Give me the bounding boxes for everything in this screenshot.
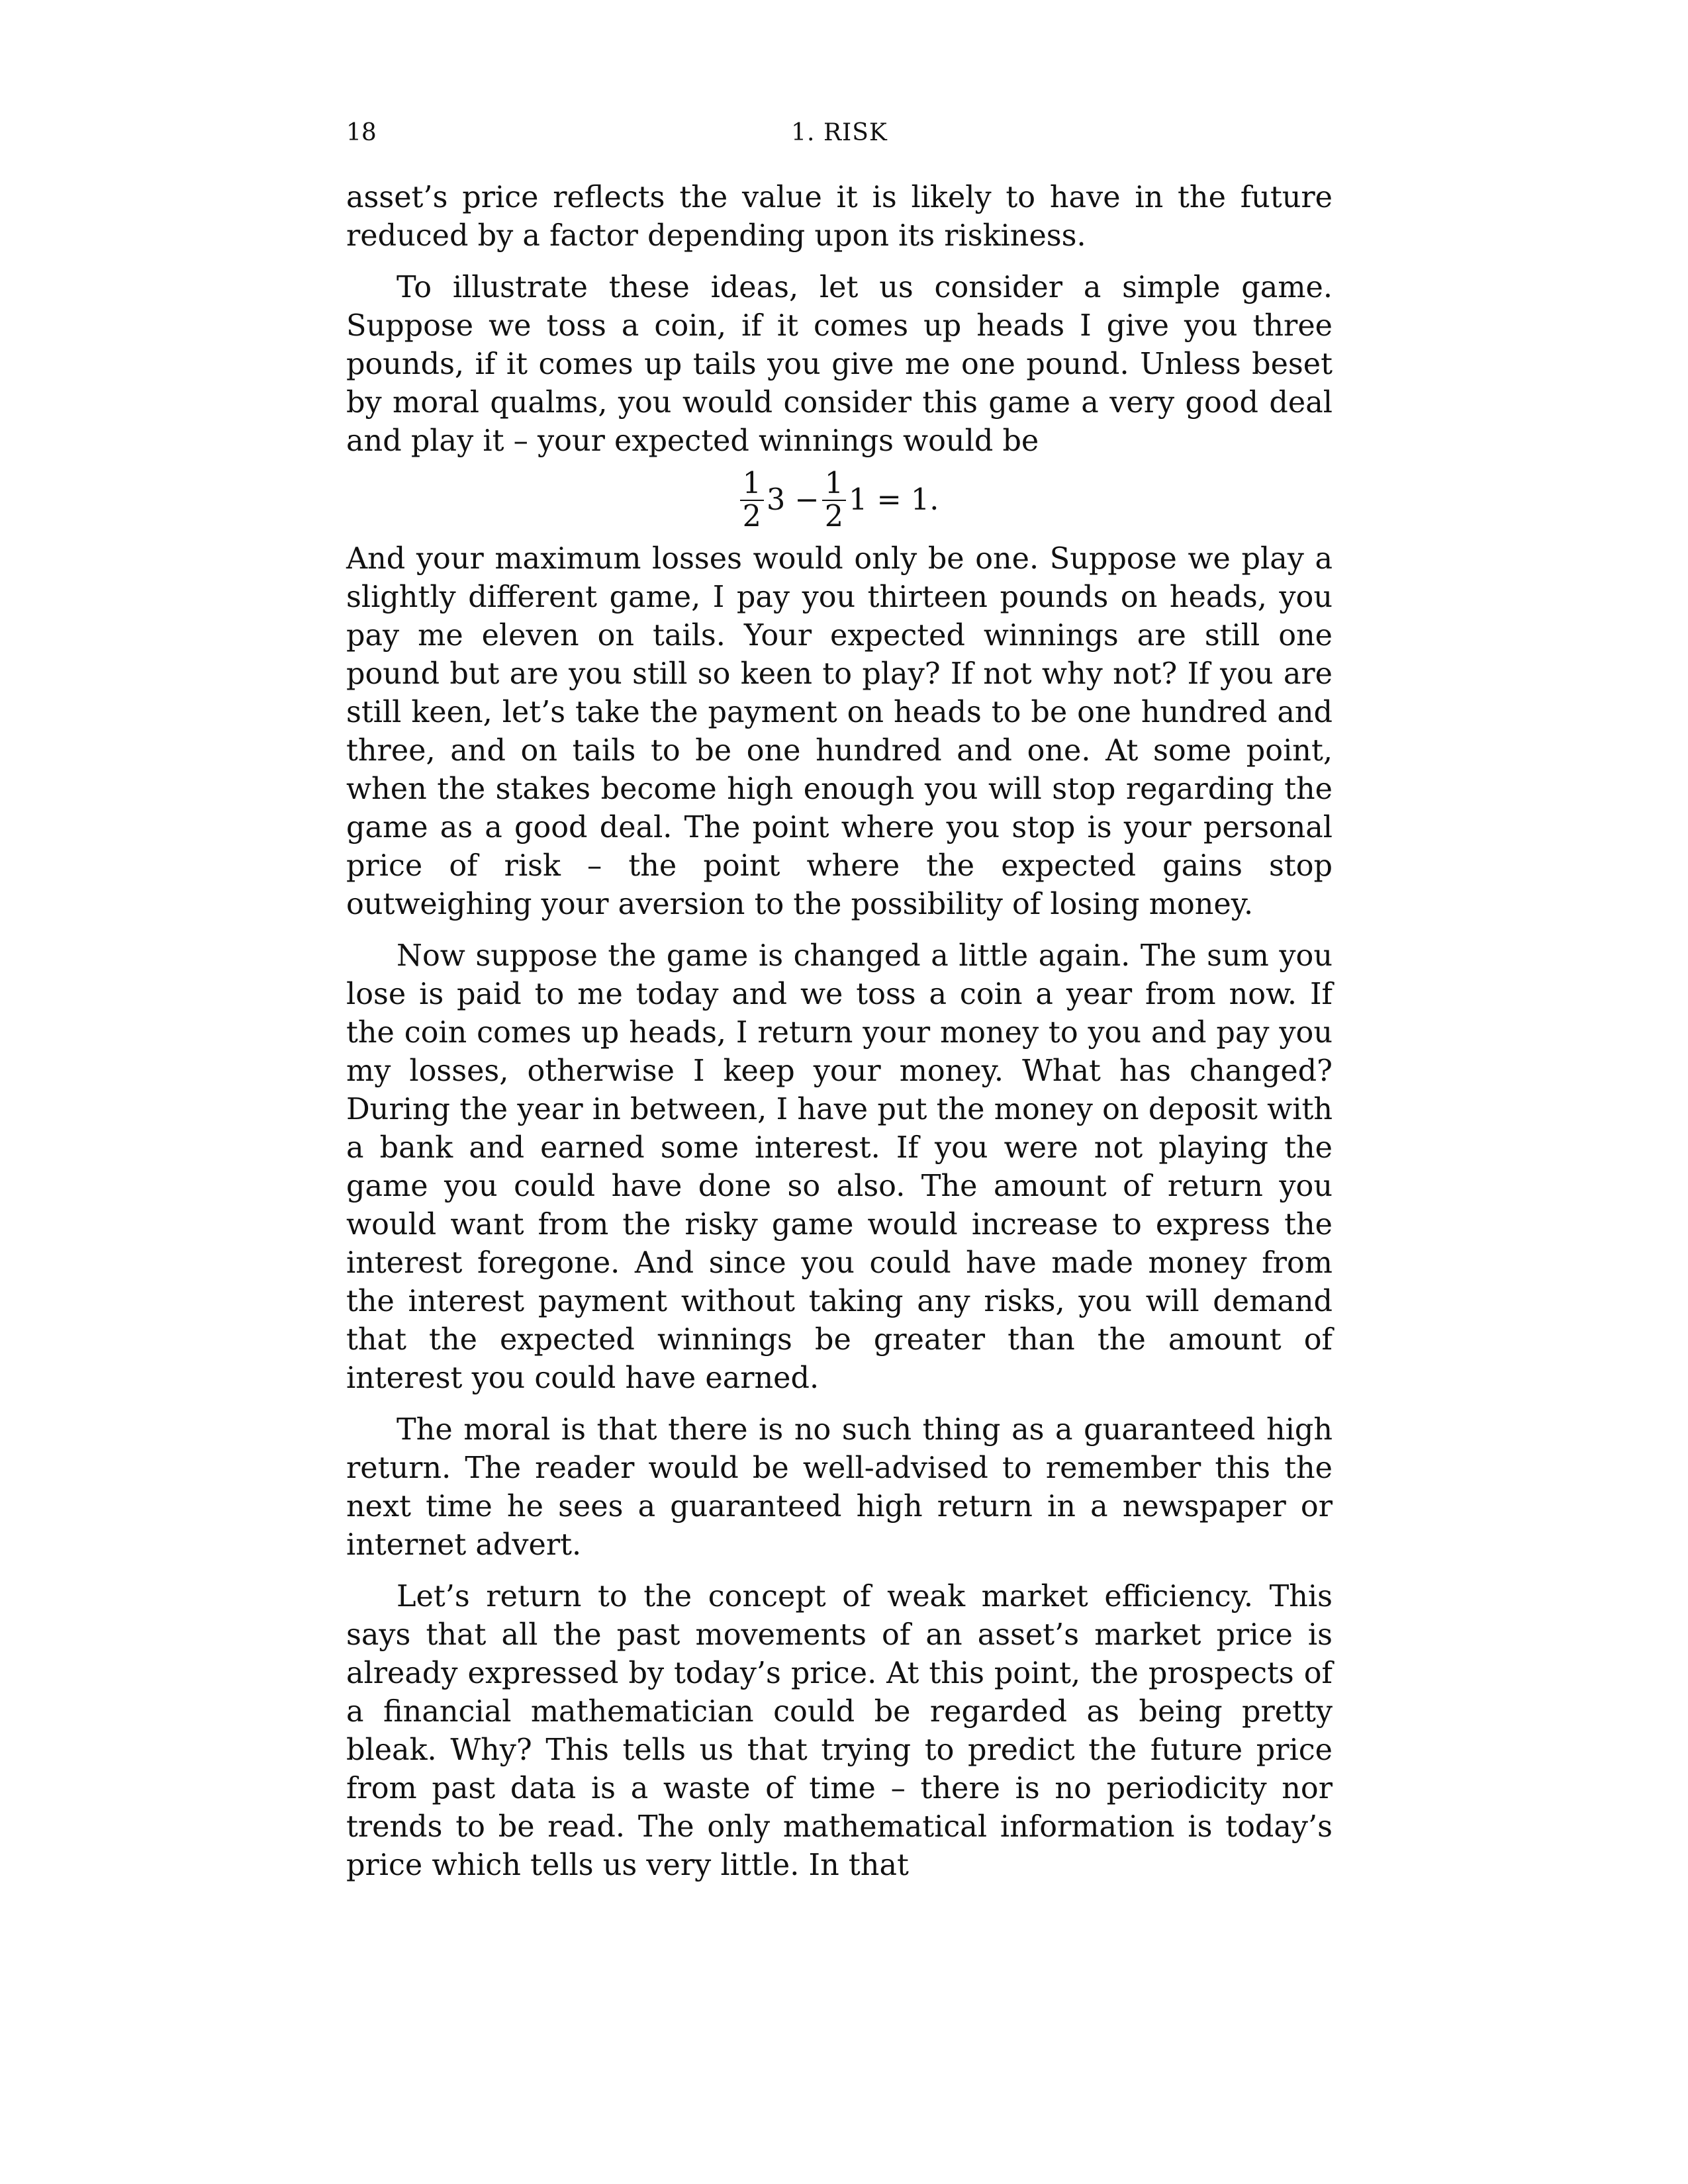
equation-term-2: 1 = 1.: [849, 483, 939, 517]
paragraph-3: And your maximum losses would only be one. Suppose we play a slightly different game, I pay you thirteen pounds on heads, you pay me eleven on tails. Your expected winnings are still one pound but are you still so keen to play? If not why not? If you are still keen, let’s take the payment on heads to be one hundred and three, and on tails to be one hundred and one. At some point, when the stakes become high enough you will stop regarding the game as a good deal. The point where you stop is your personal price of risk – the point where the expected gains stop outweighing your aversion to the possibility of losing money.: [346, 542, 1333, 921]
expected-winnings-equation: [346, 461, 1333, 540]
fraction-numerator: 1: [740, 468, 764, 501]
paragraph-2: To illustrate these ideas, let us consider a simple game. Suppose we toss a coin, if it comes up heads I give you three pounds, if it comes up tails you give me one pound. Unless beset by moral qualms, you would consider this game a very good deal and play it – your expected winnings would be: [346, 271, 1333, 458]
running-head: 1. RISK: [791, 119, 888, 146]
equation-term-1: 3 −: [766, 483, 820, 517]
body-text: [346, 179, 1333, 1885]
paragraph-1: asset’s price reflects the value it is likely to have in the future reduced by a factor depending upon its riskiness.: [346, 181, 1333, 253]
paragraph-5: The moral is that there is no such thing as a guaranteed high return. The reader would be well-advised to remember this the next time he sees a guaranteed high return in a newspaper or internet advert.: [346, 1413, 1333, 1562]
page-header: [346, 119, 1333, 159]
fraction-denominator: 2: [824, 500, 843, 533]
page-number: 18: [346, 119, 377, 146]
fraction-one-half-b: [822, 468, 846, 533]
paragraph-4: Now suppose the game is changed a little again. The sum you lose is paid to me today and we toss a coin a year from now. If the coin comes up heads, I return your money to you and pay you my losses, otherwise I keep your money. What has changed? During the year in between, I have put the money on deposit with a bank and earned some interest. If you were not playing the game you could have done so also. The amount of return you would want from the risky game would increase to express the interest foregone. And since you could have made money from the interest payment without taking any risks, you will demand that the expected winnings be greater than the amount of interest you could have earned.: [346, 939, 1333, 1395]
paragraph-6: Let’s return to the concept of weak market efficiency. This says that all the past movements of an asset’s market price is already expressed by today’s price. At this point, the prospects of a financial mathematician could be regarded as being pretty bleak. Why? This tells us that trying to predict the future price from past data is a waste of time – there is no periodicity nor trends to be read. The only mathematical information is today’s price which tells us very little. In that: [346, 1580, 1333, 1882]
fraction-denominator: 2: [742, 500, 761, 533]
fraction-one-half-a: [740, 468, 764, 533]
fraction-numerator: 1: [822, 468, 846, 501]
